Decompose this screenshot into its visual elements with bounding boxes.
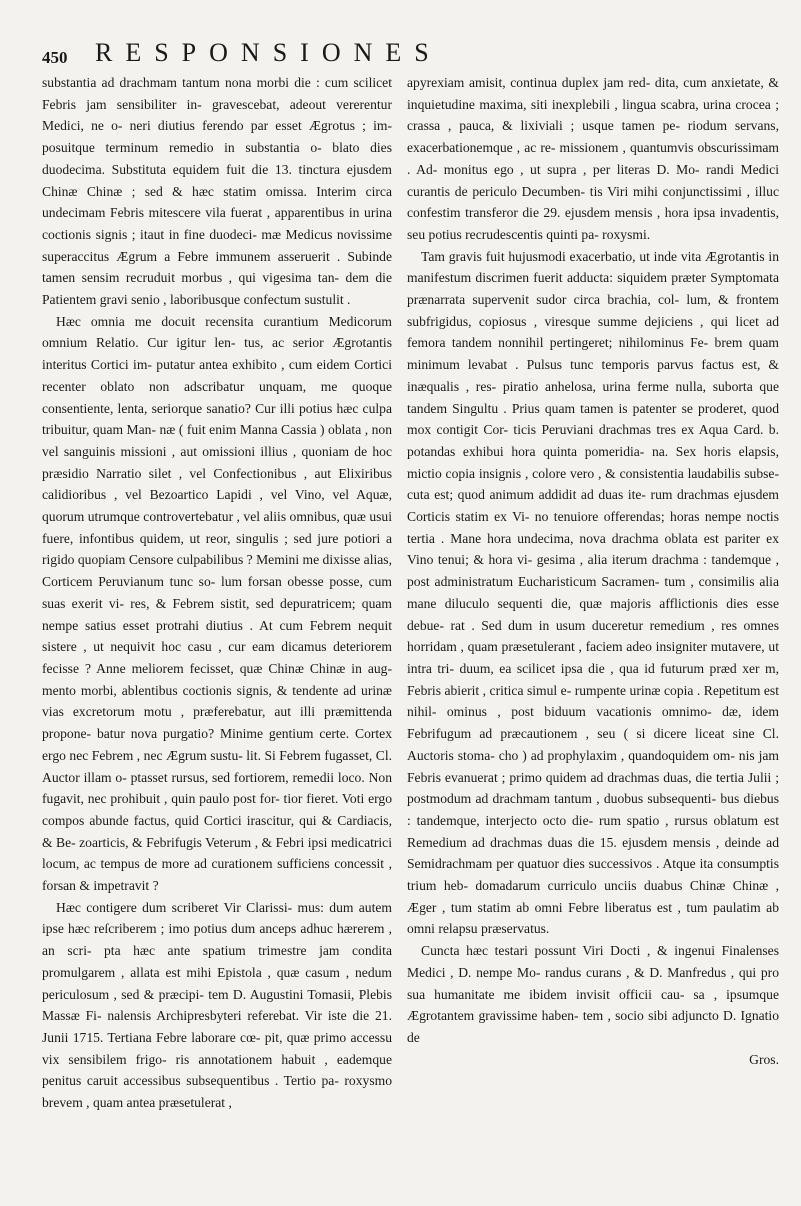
- right-column: [407, 72, 779, 1070]
- running-title: RESPONSIONES: [95, 38, 442, 67]
- right-paragraph-2: Tam gravis fuit hujusmodi exacerbatio, ut inde vita Ægrotantis in manifestum discrimen fuerit adducta: siquidem præter Symptomata prænarrata supervenit sudor circa brachia, col- lum, & frontem subfrigidus, copiosus , viresque summe dejiciens , qui licet ad femora tandem nonnihil pertingeret; nihilominus Fe- brem quam minimum levabat . Pulsus tunc temporis parvus factus est, & inæqualis , res- piratio anhelosa, urina ferme nulla, suborta que tandem Singultu . Prius quam tamen is patenter se proderet, quod mox contigit Cor- ticis Peruviani drachmas tres ex Aqua Card. b. potandas exhibui hora quinta pomeridia- na. Sex horis elapsis, mictio copia insignis , colore vero , & consistentia laudabilis subse- cuta est; quod animum addidit ad duas ite- rum drachmas ejusdem Corticis statim ex Vi- no tenuiore offerendas; horas nempe noctis tertia . Mane hora undecima, nova drachma oblata est pariter ex Vino tenui; & hora vi- gesima , alia iterum drachma : tandemque , post administratum Eucharisticum Sacramen- tum , consimilis alia mane diluculo sequenti die, quæ majoris afflictionis dies esse debue- rat . Sed dum in usum duceretur remedium , res omnes horridam , quam præsetulerant , faciem adeo insigniter mutavere, ut intra tri- duum, ea scilicet ipsa die , qua id futurum præd xer m, Febris abierit , critica simul e- rumpente urinæ copia . Repetitum est nihil- ominus , post biduum vacationis omnimo- dæ, idem Febrifugum ad præcautionem , seu ( si dicere liceat sine Cl. Auctoris stoma- cho ) ad prophylaxim , quandoquidem om- nis jam Febris evanuerat ; primo quidem ad drachmas duas, die tertia Julii ; postmodum ad drachmam tantum , duobus subsequenti- bus diebus : tandemque, interjecto octo die- rum spatio , rursus oblatum est Remedium ad drachmas duas die 15. ejusdem mensis , deinde ad Semidrachmam per quatuor dies successivos . Atque ita consumptis trium heb- domadarum curriculo unciis duabus Chinæ Chinæ , Æger , tum statim ab omni Febre liberatus est , tum paulatim ab omni relapsu præservatus.: [407, 248, 779, 937]
- left-paragraph-3: Hæc contigere dum scriberet Vir Clarissi- mus: dum autem ipse hæc reſcriberem ; imo potius dum anceps adhuc hærerem , an scri- pta hæc ante spatium trimestre jam condita promulgarem , allata est mihi Epistola , quæ casum , nedum periculosum , sed & præcipi- tem D. Augustini Tomasii, Plebis Massæ Fi- nalensis Archipresbyteri referebat. Vir iste die 21. Junii 1715. Tertiana Febre laborare cœ- pit, quæ primo accessu vix sensibilem frigo- ris annotationem habuit , eademque penitus caruit accessibus subsequentibus . Tertio pa- roxysmo brevem , quam antea præsetulerat ,: [42, 899, 392, 1111]
- left-paragraph-1: substantia ad drachmam tantum nona morbi die : cum scilicet Febris jam sensibiliter in- gravescebat, adeout vererentur Medici, ne o- neri diutius ferendo par esset Ægrotus ; im- posuitque terminum remedio in substantia o- blato dies duodecima. Substituta equidem fuit die 13. tinctura ejusdem Chinæ Chinæ ; sed & hæc statim omissa. Interim circa undecimam Febris mitescere vila fuerat , apparentibus in urina coctionis signis ; itaut in fine duodeci- mæ Medicus novissime superaccitus Ægrum a Febre immunem asseruerit . Subinde tamen sensim recruduit morbus , qui vigesima tan- dem die Patientem gravi senio , laboribusque confectum sustulit .: [42, 75, 392, 308]
- page-number: 450: [42, 48, 68, 67]
- right-paragraph-3: Cuncta hæc testari possunt Viri Docti , & ingenui Finalenses Medici , D. nempe Mo- randus curans , & D. Manfredus , qui pro sua humanitate me ibidem invisit officii cau- sa , ipsumque Ægrotantem gravissime haben- tem , socio sibi adjuncto D. Ignatio de: [407, 943, 779, 1045]
- right-paragraph-1: apyrexiam amisit, continua duplex jam red- dita, cum anxietate, & inquietudine maxima, siti inexplebili , lingua scabra, urina crocea ; crassa , pauca, & lixiviali ; usque tamen pe- riodum servans, exacerbationemque , ac re- missionem , quantumvis obscurissimam . Ad- monitus ego , ut supra , per literas D. Mo- randi Medici curantis de periculo Decumben- tis Viri mihi conjunctissimi , illuc confestim transferor die 29. ejusdem mensis , hora ipsa invadentis, seu potius recrudescentis quinti pa- roxysmi.: [407, 75, 779, 242]
- catchword: Gros.: [749, 1051, 779, 1067]
- left-column: [42, 72, 392, 1114]
- left-paragraph-2: Hæc omnia me docuit recensita curantium Medicorum omnium Relatio. Cur igitur len- tus, ac serior Ægrotantis interitus Cortici im- putatur antea exhibito , cum eidem Cortici recenter oblato non adscribatur unquam, me quoque consentiente, lenta, seriorque sanatio? Cur illi potius hæc culpa tribuitur, quam Man- næ ( fuit enim Manna Cassia ) oblata , non vel sanguinis missioni , aut omissioni illius , quoniam de hoc præsidio Narratio silet , vel Confectionibus , aut Elixiribus calidioribus , vel Bezoartico Lapidi , vel Vino, vel Aquæ, quorum utrumque controvertebatur , vel aliis omnibus, quæ usui fuere, infontibus quidem, ut reor, singulis ; sed jure potiori a rigido quopiam Censore culpabilibus ? Memini me dixisse alias, Corticem Peruvianum tunc so- lum forsan obesse posse, cum suas exerit vi- res, & Febrem sistit, sed depuratricem; quam nempe satius esset protrahi diutius . At cum Febrem nequit sistere , ut nequivit hoc casu , cur eam dicamus deteriorem fecisse ? Anne meliorem fecisset, quæ Chinæ Chinæ in aug- mento morbi, ablentibus coctionis signis, & tendente ad urinæ vias excretorum motu , præferebatur, aut illi præmittenda propone- batur nova purgatio? Minime gentium certe. Cortex ergo nec Febrem , nec Ægrum sustu- lit. Si Febrem fugasset, Cl. Auctor illam o- ptasset rursus, sed fortiorem, remedii loco. Non fugavit, nec prohibuit , quin paulo post for- tior fieret. Voti ergo compos abunde factus, quid Cortici irascitur, qui & Cardiacis, & Be- zoarticis, & Febrifugis Veterum , & Febri ipsi medicatrici locum, ac tempus de more ad curationem sufficiens concessit , forsan & impetravit ?: [42, 313, 392, 894]
